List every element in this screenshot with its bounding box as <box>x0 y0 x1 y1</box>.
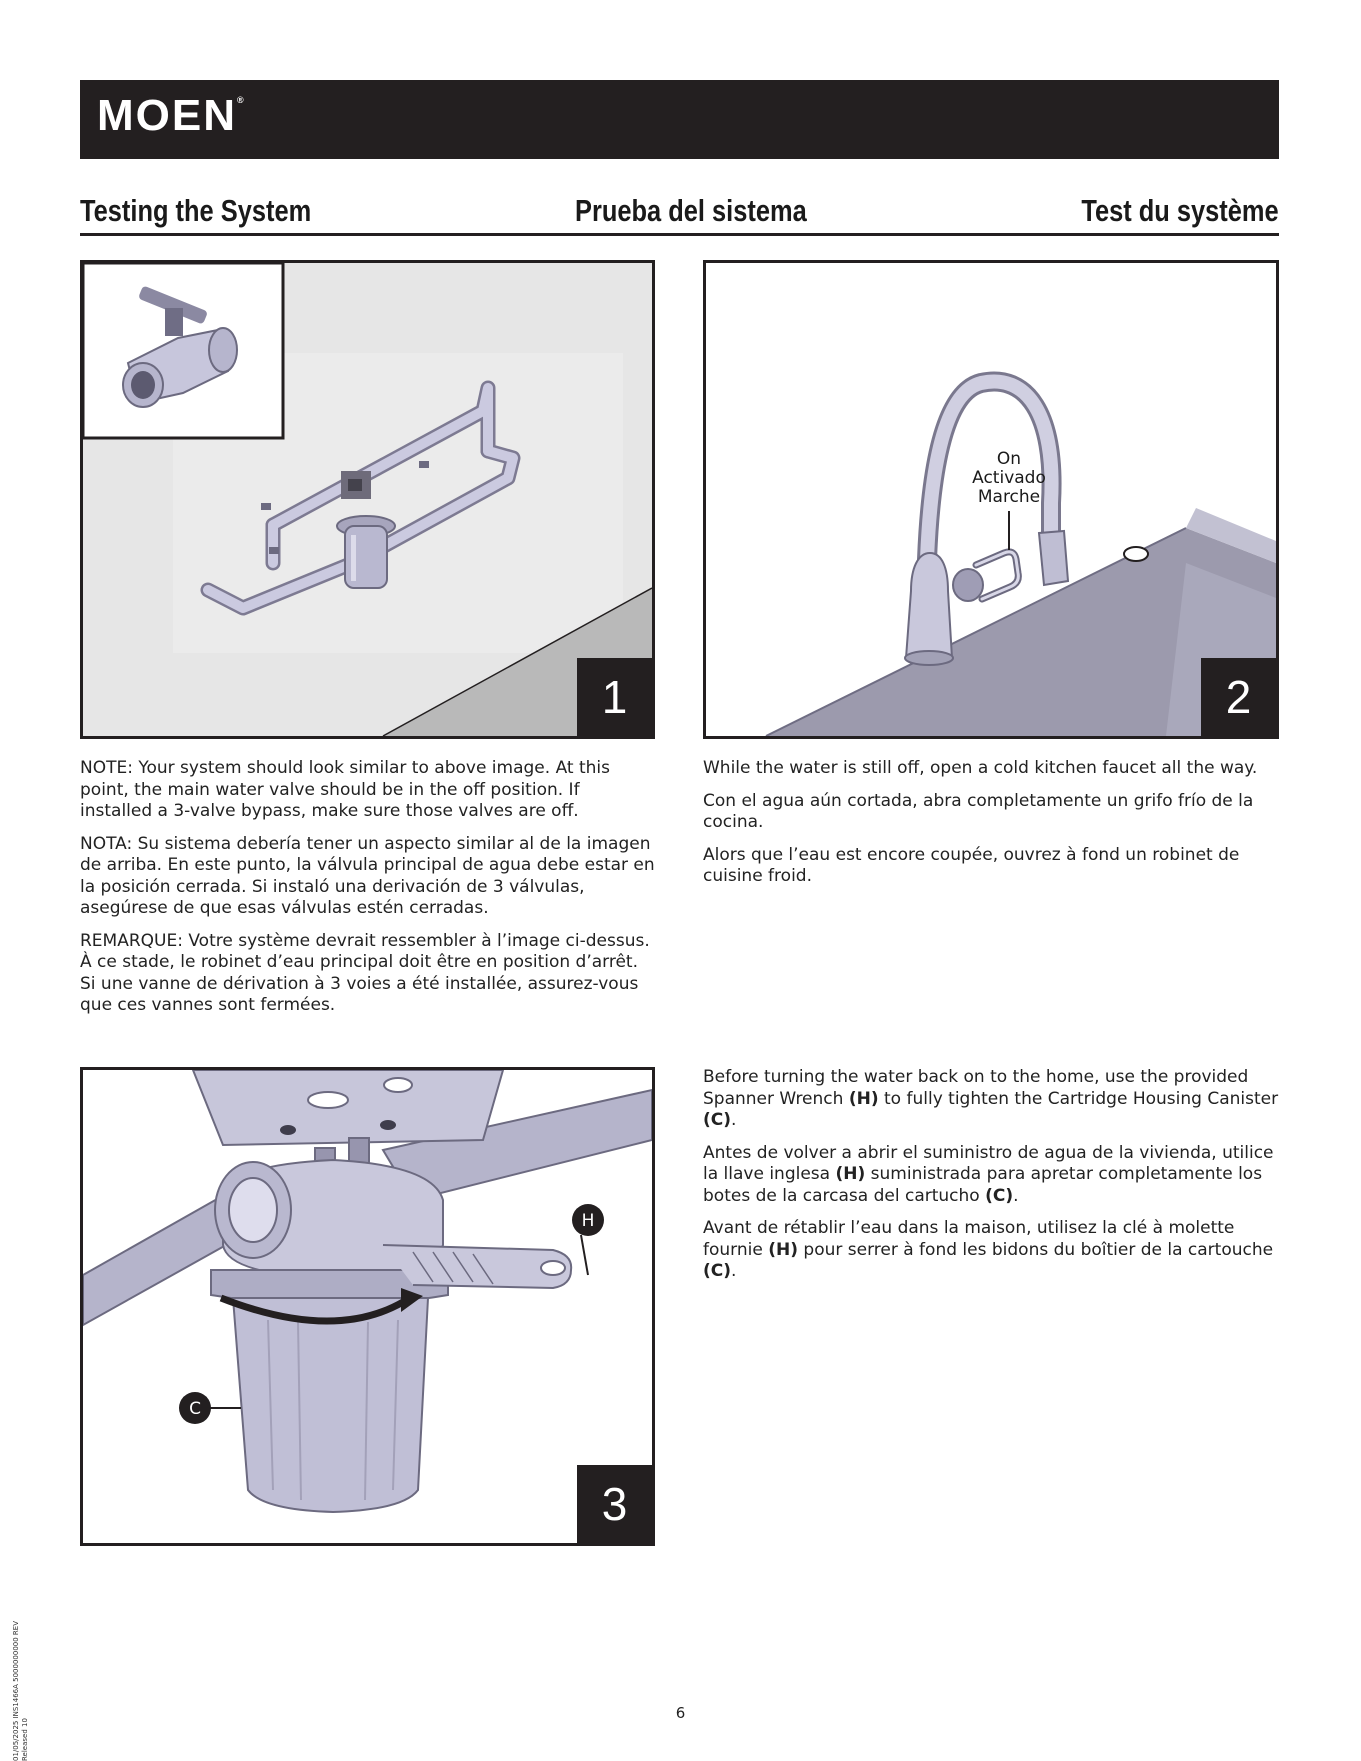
figure-1-system-overview <box>80 260 655 739</box>
section-title-english: Testing the System <box>80 193 312 228</box>
wrench-reference: (H) <box>768 1239 798 1260</box>
text-segment: to fully tighten the Cartridge Housing Canister <box>878 1088 1279 1109</box>
text-segment: Before turning the water back on to the home, use the provided Spanner Wrench <box>703 1067 1249 1109</box>
step-3-text-french <box>703 1218 1279 1283</box>
step-3-instructions <box>703 1067 1279 1294</box>
step-2-text-spanish: Con el agua aún cortada, abra completamente un grifo frío de la cocina. <box>703 790 1254 832</box>
faucet-illustration <box>706 263 1276 736</box>
canister-reference: (C) <box>703 1110 732 1130</box>
step-1-text-english: NOTE: Your system should look similar to above image. At this point, the main water valve should be in the off position. If installed a 3-valve bypass, make sure those valves are off. <box>80 758 610 821</box>
document-code-line-1: 01/05/2025 INS1466A 5000000000 REV <box>12 1621 20 1761</box>
section-title-french: Test du système <box>1081 193 1279 228</box>
step-1-text-french: REMARQUE: Votre système devrait ressembler à l’image ci-dessus. À ce stade, le robinet d’eau principal doit être en position d’arrêt. Si une vanne de dérivation à 3 voies a été installée, assurez-vous que ces vannes sont fermées. <box>80 930 650 1015</box>
step-number-badge: 2 <box>1201 658 1276 736</box>
document-code-line-2: Released 10 <box>21 1718 29 1761</box>
callout-marche: Marche <box>977 487 1041 507</box>
callout-on: On <box>996 449 1022 469</box>
text-segment: . <box>731 1261 737 1281</box>
step-3-text-spanish <box>703 1143 1279 1208</box>
label-h-wrench: H <box>581 1211 595 1231</box>
text-segment: Antes de volver a abrir el suministro de agua de la vivienda, utilice la llave inglesa <box>703 1142 1274 1184</box>
label-c-canister: C <box>189 1399 201 1419</box>
canister-reference: (C) <box>985 1185 1014 1206</box>
step-1-text-spanish: NOTA: Su sistema debería tener un aspecto similar al de la imagen de arriba. En este punto, la válvula principal de agua debe estar en la posición cerrada. Si instaló una derivación de 3 válvulas, asegúrese de que esas válvulas estén cerradas. <box>80 833 655 918</box>
text-segment: Avant de rétablir l’eau dans la maison, utilisez la clé à molette fournie <box>703 1218 1235 1260</box>
registered-mark: ® <box>237 95 244 105</box>
wrench-reference: (H) <box>835 1164 866 1184</box>
logo-text: MOEN <box>97 91 237 140</box>
text-segment: . <box>1013 1185 1019 1206</box>
figure-2-kitchen-faucet <box>703 260 1279 739</box>
wrench-illustration <box>83 1070 652 1543</box>
step-number-badge: 1 <box>577 658 652 736</box>
section-title-spanish: Prueba del sistema <box>575 193 807 228</box>
step-2-text-english: While the water is still off, open a cold kitchen faucet all the way. <box>703 758 1258 778</box>
text-segment: pour serrer à fond les bidons du boîtier de la cartouche <box>798 1239 1274 1260</box>
figure-3-spanner-wrench <box>80 1067 655 1546</box>
step-number-badge: 3 <box>577 1465 652 1543</box>
moen-logo <box>97 91 244 140</box>
callout-activado: Activado <box>972 468 1046 488</box>
wrench-reference: (H) <box>848 1088 879 1109</box>
text-segment: suministrada para apretar completamente los botes de la carcasa del cartucho <box>703 1164 1263 1206</box>
step-2-instructions <box>703 758 1279 899</box>
step-3-text-english <box>703 1067 1279 1132</box>
piping-illustration <box>83 263 652 736</box>
canister-reference: (C) <box>703 1261 732 1281</box>
document-code <box>12 1621 30 1761</box>
step-1-instructions <box>80 758 655 1028</box>
step-2-text-french: Alors que l’eau est encore coupée, ouvrez à fond un robinet de cuisine froid. <box>703 844 1240 886</box>
title-divider <box>80 233 1279 236</box>
header-bar <box>80 80 1279 159</box>
text-segment: . <box>731 1110 737 1130</box>
page-number: 6 <box>675 1704 686 1722</box>
